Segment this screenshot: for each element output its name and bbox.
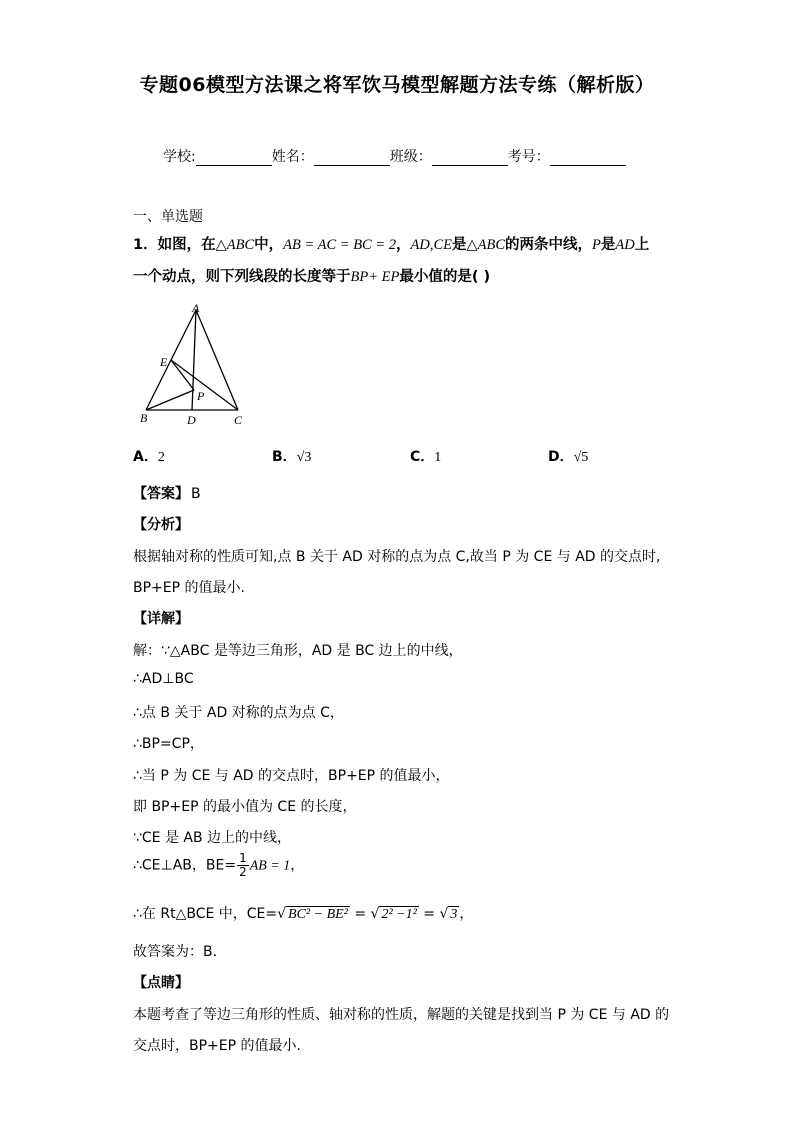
equals: = (418, 906, 440, 922)
option-c[interactable] (410, 446, 441, 466)
detail-text: ， (459, 906, 474, 922)
q-text: 上 (634, 237, 650, 253)
option-letter: C． (410, 449, 435, 465)
q-text: 是 (600, 237, 616, 253)
option-b[interactable] (272, 446, 311, 466)
detail-tag: 【详解】 (133, 611, 189, 627)
question-line-2 (133, 265, 490, 286)
name-blank (314, 149, 390, 166)
detail-text: ∴在 Rt△BCE 中，CE= (133, 906, 278, 922)
exam-no-blank (550, 149, 626, 166)
class-label: 班级： (389, 149, 432, 165)
detail-line-6: 即 BP+EP 的最小值为 CE 的长度， (133, 799, 357, 815)
sqrt-expression: √ 2² −1² (370, 906, 417, 922)
comment-line-2: 交点时，BP+EP 的值最小. (133, 1038, 301, 1054)
exam-no-label: 考号： (507, 149, 550, 165)
q-text: 1．如图，在 (133, 237, 216, 253)
equals: = (349, 906, 371, 922)
name-label: 姓名： (271, 149, 314, 165)
q-math: P (592, 237, 601, 253)
detail-line-5: ∴当 P 为 CE 与 AD 的交点时，BP+EP 的值最小， (133, 768, 450, 784)
detail-line-9 (133, 903, 473, 923)
option-d[interactable] (548, 446, 588, 466)
median-ad (192, 310, 196, 410)
fraction-numerator: 1 (239, 851, 247, 865)
q-math: AD (615, 237, 635, 253)
answer-value: B (191, 486, 201, 502)
q-math: △ABC (215, 237, 255, 253)
school-label: 学校: (163, 149, 196, 165)
comment-line-1: 本题考查了等边三角形的性质、轴对称的性质，解题的关键是找到当 P 为 CE 与 AD 的 (133, 1007, 670, 1023)
q-text: ， (396, 237, 411, 253)
q-text: 的两条中线， (505, 237, 593, 253)
label-c: C (234, 413, 243, 427)
detail-line-4: ∴BP=CP， (133, 736, 204, 752)
option-letter: A． (133, 449, 158, 465)
q-text: 最小值的是( ) (399, 269, 491, 285)
fraction-half (237, 852, 249, 879)
sqrt-expression: √ BC² − BE² (277, 906, 348, 922)
radicand: BC² − BE² (288, 907, 348, 922)
class-blank (432, 149, 508, 166)
sqrt-expression: √ 3 (439, 906, 458, 922)
q-math: AD,CE (410, 237, 452, 253)
label-a: A (192, 301, 200, 315)
detail-line-8 (133, 852, 304, 879)
fraction-denominator: 2 (239, 865, 247, 879)
detail-line-1: 解：∵△ABC 是等边三角形，AD 是 BC 边上的中线， (133, 643, 463, 659)
radicand: 3 (450, 907, 458, 922)
option-letter: D． (548, 449, 574, 465)
option-value: √3 (296, 450, 312, 465)
detail-text: ∴CE⊥AB，BE= (133, 857, 237, 874)
analysis-line-1: 根据轴对称的性质可知,点 B 关于 AD 对称的点为点 C,故当 P 为 CE 与 AD 的交点时, (133, 549, 661, 565)
label-e: E (160, 355, 168, 369)
segment-bp (146, 390, 194, 410)
detail-line-10: 故答案为：B． (133, 944, 227, 960)
label-d: D (187, 413, 196, 427)
school-blank (196, 149, 272, 166)
q-text: 中， (254, 237, 284, 253)
radicand: 2² −1² (381, 907, 417, 922)
label-p: P (197, 389, 205, 403)
analysis-tag: 【分析】 (133, 517, 189, 533)
answer-tag: 【答案】 (133, 486, 189, 502)
option-value: √5 (573, 450, 589, 465)
detail-line-7: ∵CE 是 AB 边上的中线， (133, 830, 292, 846)
q-text: 是 (452, 237, 467, 253)
q-math: △ABC (466, 237, 506, 253)
q-text: 一个动点，则下列线段的长度等于 (133, 269, 351, 285)
detail-text: ， (290, 857, 305, 874)
question-line-1 (133, 233, 649, 254)
answer-block (133, 483, 201, 503)
answer-options (133, 446, 693, 466)
detail-line-2: ∴AD⊥BC (133, 671, 194, 687)
comment-tag: 【点睛】 (133, 975, 189, 991)
detail-line-3: ∴点 B 关于 AD 对称的点为点 C， (133, 705, 344, 721)
option-value: 2 (157, 450, 165, 465)
triangle-figure (138, 300, 258, 430)
analysis-line-2: BP+EP 的值最小. (133, 580, 245, 596)
section-heading: 一、单选题 (133, 209, 203, 225)
option-value: 1 (434, 450, 442, 465)
option-a[interactable] (133, 446, 165, 466)
page-title: 专题06模型方法课之将军饮马模型解题方法专练（解析版） (139, 74, 655, 96)
q-math: BP+ EP (350, 269, 400, 285)
option-letter: B． (272, 449, 297, 465)
detail-math: AB = 1 (249, 858, 291, 874)
student-info-row (163, 146, 626, 166)
label-b: B (140, 411, 148, 425)
q-math: AB = AC = BC = 2 (283, 237, 397, 253)
